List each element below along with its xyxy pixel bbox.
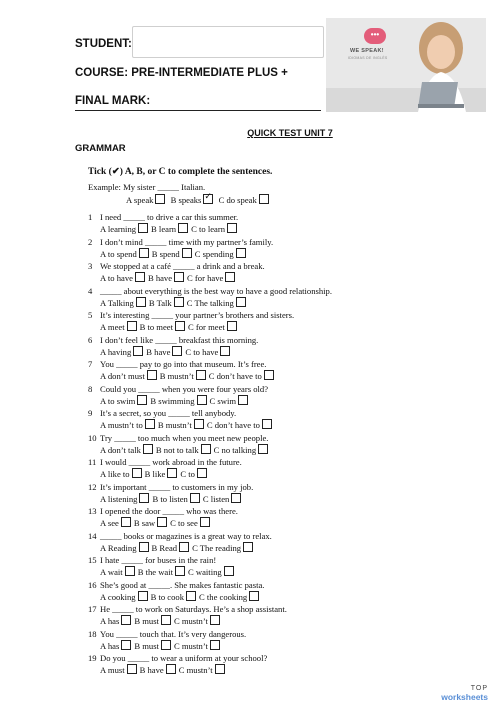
question-text: I would _____ work abroad in the future.: [100, 457, 242, 467]
checkbox[interactable]: [225, 272, 235, 282]
question-number: 18: [88, 628, 97, 639]
question-number: 14: [88, 530, 97, 541]
option-c: C to: [180, 469, 195, 479]
example-options: [126, 194, 272, 206]
option-c: C swim: [209, 395, 237, 406]
question-number: 1: [88, 212, 93, 222]
option-a: A to have: [100, 273, 133, 283]
question-text: Do you _____ to wear a uniform at your school?: [100, 653, 268, 663]
brand-name: WE SPEAK!: [350, 48, 384, 54]
option-c: C listen: [202, 493, 230, 504]
answer-options: [100, 419, 275, 431]
option-c: C mustn’t: [173, 640, 208, 651]
question-number: 11: [88, 457, 97, 467]
option-b: B spend: [151, 248, 180, 259]
header-photo: [326, 18, 486, 112]
question-text: You _____ pay to go into that museum. It’s free.: [100, 359, 267, 369]
option-b: B to listen: [152, 493, 188, 504]
question-number: 10: [88, 432, 97, 443]
answer-options: [100, 346, 233, 358]
checkbox[interactable]: [147, 370, 157, 380]
question-text: I need _____ to drive a car this summer.: [100, 212, 239, 222]
option-a: A don’t talk: [100, 444, 141, 455]
checkbox[interactable]: [121, 615, 131, 625]
course-label: COURSE: PRE-INTERMEDIATE PLUS +: [75, 67, 288, 79]
checkbox[interactable]: [197, 395, 207, 405]
checkbox[interactable]: [190, 493, 200, 503]
answer-options: [100, 468, 210, 480]
option-a: A listening: [100, 493, 138, 504]
checkbox[interactable]: [186, 591, 196, 601]
checkbox[interactable]: [220, 346, 230, 356]
question-number: 5: [88, 310, 93, 320]
checkbox[interactable]: [194, 419, 204, 429]
checkbox[interactable]: [139, 493, 149, 503]
question-text: It’s important _____ to customers in my job.: [100, 481, 254, 492]
question-text: I hate _____ for buses in the rain!: [100, 555, 217, 565]
checkbox[interactable]: [200, 517, 210, 527]
option-a: A has: [100, 616, 120, 626]
option-b: B mustn’t: [157, 420, 192, 430]
option-b: B Read: [151, 542, 178, 553]
question-text: Try _____ too much when you meet new people.: [100, 432, 269, 443]
answer-options: [100, 615, 223, 627]
question-text: I don’t feel like _____ breakfast this morning.: [100, 334, 259, 345]
question-number: 9: [88, 408, 93, 418]
question-number: 8: [88, 383, 93, 394]
checkbox[interactable]: [174, 297, 184, 307]
checkbox[interactable]: [215, 664, 225, 674]
question-text: We stopped at a café _____ a drink and a break.: [100, 261, 265, 271]
checkbox[interactable]: [258, 444, 268, 454]
checkbox[interactable]: [136, 297, 146, 307]
checkbox[interactable]: [175, 566, 185, 576]
option-b: B must: [134, 616, 159, 626]
option-c: C The talking: [186, 297, 234, 308]
checkbox[interactable]: [231, 493, 241, 503]
answer-options: [100, 493, 244, 505]
answer-options: [100, 444, 271, 456]
option-b: B mustn’t: [159, 371, 194, 381]
question-number: 4: [88, 285, 93, 296]
question-text: It’s a secret, so you _____ tell anybody.: [100, 408, 237, 418]
checkbox[interactable]: [182, 248, 192, 258]
option-b: B the wait: [137, 567, 174, 577]
checkbox[interactable]: [227, 223, 237, 233]
option-b: B have: [147, 273, 173, 283]
checkbox[interactable]: [236, 297, 246, 307]
question-text: I opened the door _____ who was there.: [100, 506, 238, 516]
checkbox[interactable]: [135, 272, 145, 282]
question-text: I don’t mind _____ time with my partner’s family.: [100, 236, 274, 247]
woman-laptop-illustration: [326, 18, 486, 112]
option-b: B Talk: [148, 297, 172, 308]
question-number: 17: [88, 604, 97, 614]
checkbox[interactable]: [175, 321, 185, 331]
checkbox[interactable]: [127, 321, 137, 331]
brand-bubble-icon: •••: [364, 28, 386, 44]
question-number: 6: [88, 334, 93, 345]
example-sentence: Example: My sister _____ Italian.: [88, 182, 206, 192]
question-number: 7: [88, 359, 93, 369]
question-number: 19: [88, 653, 97, 663]
option-c: C spending: [194, 248, 234, 259]
option-b: B swimming: [150, 395, 195, 406]
checkbox[interactable]: [262, 419, 272, 429]
checkbox[interactable]: [201, 444, 211, 454]
checkbox[interactable]: [249, 591, 259, 601]
option-c: C don’t have to: [206, 420, 260, 430]
checkbox[interactable]: [121, 517, 131, 527]
checkbox[interactable]: [166, 664, 176, 674]
option-c: C to see: [170, 518, 198, 528]
logo-line-1: TOP: [470, 685, 488, 692]
checkbox[interactable]: [167, 468, 177, 478]
option-c: C The reading: [192, 542, 242, 553]
question-text: _____ about everything is the best way to have a good relationship.: [100, 285, 332, 296]
option-a: A like to: [100, 469, 130, 479]
checkbox[interactable]: [132, 468, 142, 478]
checkbox[interactable]: [145, 419, 155, 429]
option-b: B have: [146, 346, 171, 357]
example-option-b: B speaks: [170, 195, 202, 205]
checkbox[interactable]: [161, 615, 171, 625]
checkbox[interactable]: [238, 395, 248, 405]
option-b: B to cook: [150, 591, 184, 602]
option-c: C to learn: [191, 224, 225, 234]
checkbox[interactable]: [210, 615, 220, 625]
answer-options: [100, 395, 251, 407]
option-c: C waiting: [188, 567, 222, 577]
answer-options: [100, 370, 277, 382]
quick-test-title: QUICK TEST UNIT 7: [247, 128, 333, 138]
option-a: A don’t must: [100, 371, 145, 381]
question-number: 12: [88, 481, 97, 492]
answer-options: [100, 517, 213, 529]
option-c: C mustn’t: [173, 616, 208, 626]
option-a: A mustn’t to: [100, 420, 143, 430]
answer-options: [100, 272, 238, 284]
question-text: You _____ touch that. It’s very dangerous.: [100, 628, 247, 639]
checkbox[interactable]: [210, 640, 220, 650]
checkbox[interactable]: [174, 272, 184, 282]
checkbox[interactable]: [139, 542, 149, 552]
checkbox[interactable]: [138, 591, 148, 601]
option-a: A Reading: [100, 542, 137, 553]
option-b: B saw: [133, 518, 156, 528]
option-c: C for have: [187, 273, 224, 283]
checkbox[interactable]: [227, 321, 237, 331]
checkbox[interactable]: [179, 542, 189, 552]
answer-options: [100, 664, 228, 676]
checkbox[interactable]: [196, 370, 206, 380]
question-text: He _____ to work on Saturdays. He’s a shop assistant.: [100, 604, 287, 614]
example-option-a: A speak: [126, 195, 154, 205]
option-a: A having: [100, 346, 132, 357]
checkbox[interactable]: [259, 194, 269, 204]
checkbox[interactable]: [143, 444, 153, 454]
answer-options: [100, 591, 262, 603]
checkbox[interactable]: [178, 223, 188, 233]
option-a: A to spend: [100, 248, 137, 259]
option-b: B have: [139, 665, 164, 675]
option-b: B learn: [151, 224, 177, 234]
option-b: B to meet: [139, 322, 174, 332]
option-b: B like: [144, 469, 166, 479]
answer-options: [100, 542, 256, 554]
checkbox[interactable]: [121, 640, 131, 650]
checkbox[interactable]: [133, 346, 143, 356]
question-number: 2: [88, 236, 93, 247]
option-a: A learning: [100, 224, 137, 234]
example-option-c: C do speak: [218, 195, 257, 205]
option-a: A wait: [100, 567, 123, 577]
checkbox[interactable]: [243, 542, 253, 552]
option-a: A has: [100, 640, 120, 651]
answer-options: [100, 321, 240, 333]
answer-options: [100, 297, 249, 309]
option-c: C for meet: [188, 322, 225, 332]
final-mark-label: FINAL MARK:: [75, 95, 151, 107]
option-a: A cooking: [100, 591, 136, 602]
answer-options: [100, 566, 237, 578]
option-a: A meet: [100, 322, 125, 332]
question-number: 3: [88, 261, 93, 271]
checkbox[interactable]: [127, 664, 137, 674]
option-c: C no talking: [213, 444, 257, 455]
instruction: Tick (✔) A, B, or C to complete the sentences.: [88, 167, 273, 177]
header-rule: [75, 110, 321, 111]
section-heading: GRAMMAR: [75, 143, 126, 154]
option-a: A to swim: [100, 395, 136, 406]
checkbox[interactable]: [157, 517, 167, 527]
option-a: A must: [100, 665, 125, 675]
answer-options: [100, 640, 223, 652]
answer-options: [100, 248, 249, 260]
checkbox[interactable]: [125, 566, 135, 576]
checkbox[interactable]: [139, 248, 149, 258]
logo-line-2: worksheets: [441, 692, 488, 702]
question-number: 15: [88, 555, 97, 565]
checkbox[interactable]: [172, 346, 182, 356]
checkbox[interactable]: [138, 223, 148, 233]
question-text: Could you _____ when you were four years old?: [100, 383, 269, 394]
question-text: _____ books or magazines is a great way to relax.: [100, 530, 272, 541]
checked-checkbox[interactable]: [203, 194, 213, 204]
student-label: STUDENT:: [75, 38, 132, 50]
question-number: 13: [88, 506, 97, 516]
question-text: She’s good at _____. She makes fantastic pasta.: [100, 579, 265, 590]
brand-subtitle: IDIOMAS DE INGLÉS: [348, 56, 388, 60]
option-a: A see: [100, 518, 119, 528]
checkbox[interactable]: [224, 566, 234, 576]
option-c: C the cooking: [199, 591, 248, 602]
option-c: C to have: [185, 346, 219, 357]
checkbox[interactable]: [264, 370, 274, 380]
topworksheets-logo: [441, 684, 488, 702]
question-text: It’s interesting _____ your partner’s brothers and sisters.: [100, 310, 295, 320]
checkbox[interactable]: [197, 468, 207, 478]
option-b: B must: [134, 640, 159, 651]
checkbox[interactable]: [137, 395, 147, 405]
option-a: A Talking: [100, 297, 134, 308]
checkbox[interactable]: [155, 194, 165, 204]
student-name-field[interactable]: [132, 26, 324, 58]
question-number: 16: [88, 579, 97, 590]
option-b: B not to talk: [155, 444, 199, 455]
checkbox[interactable]: [236, 248, 246, 258]
option-c: C don’t have to: [208, 371, 262, 381]
option-c: C mustn’t: [178, 665, 213, 675]
checkbox[interactable]: [161, 640, 171, 650]
answer-options: [100, 223, 240, 235]
